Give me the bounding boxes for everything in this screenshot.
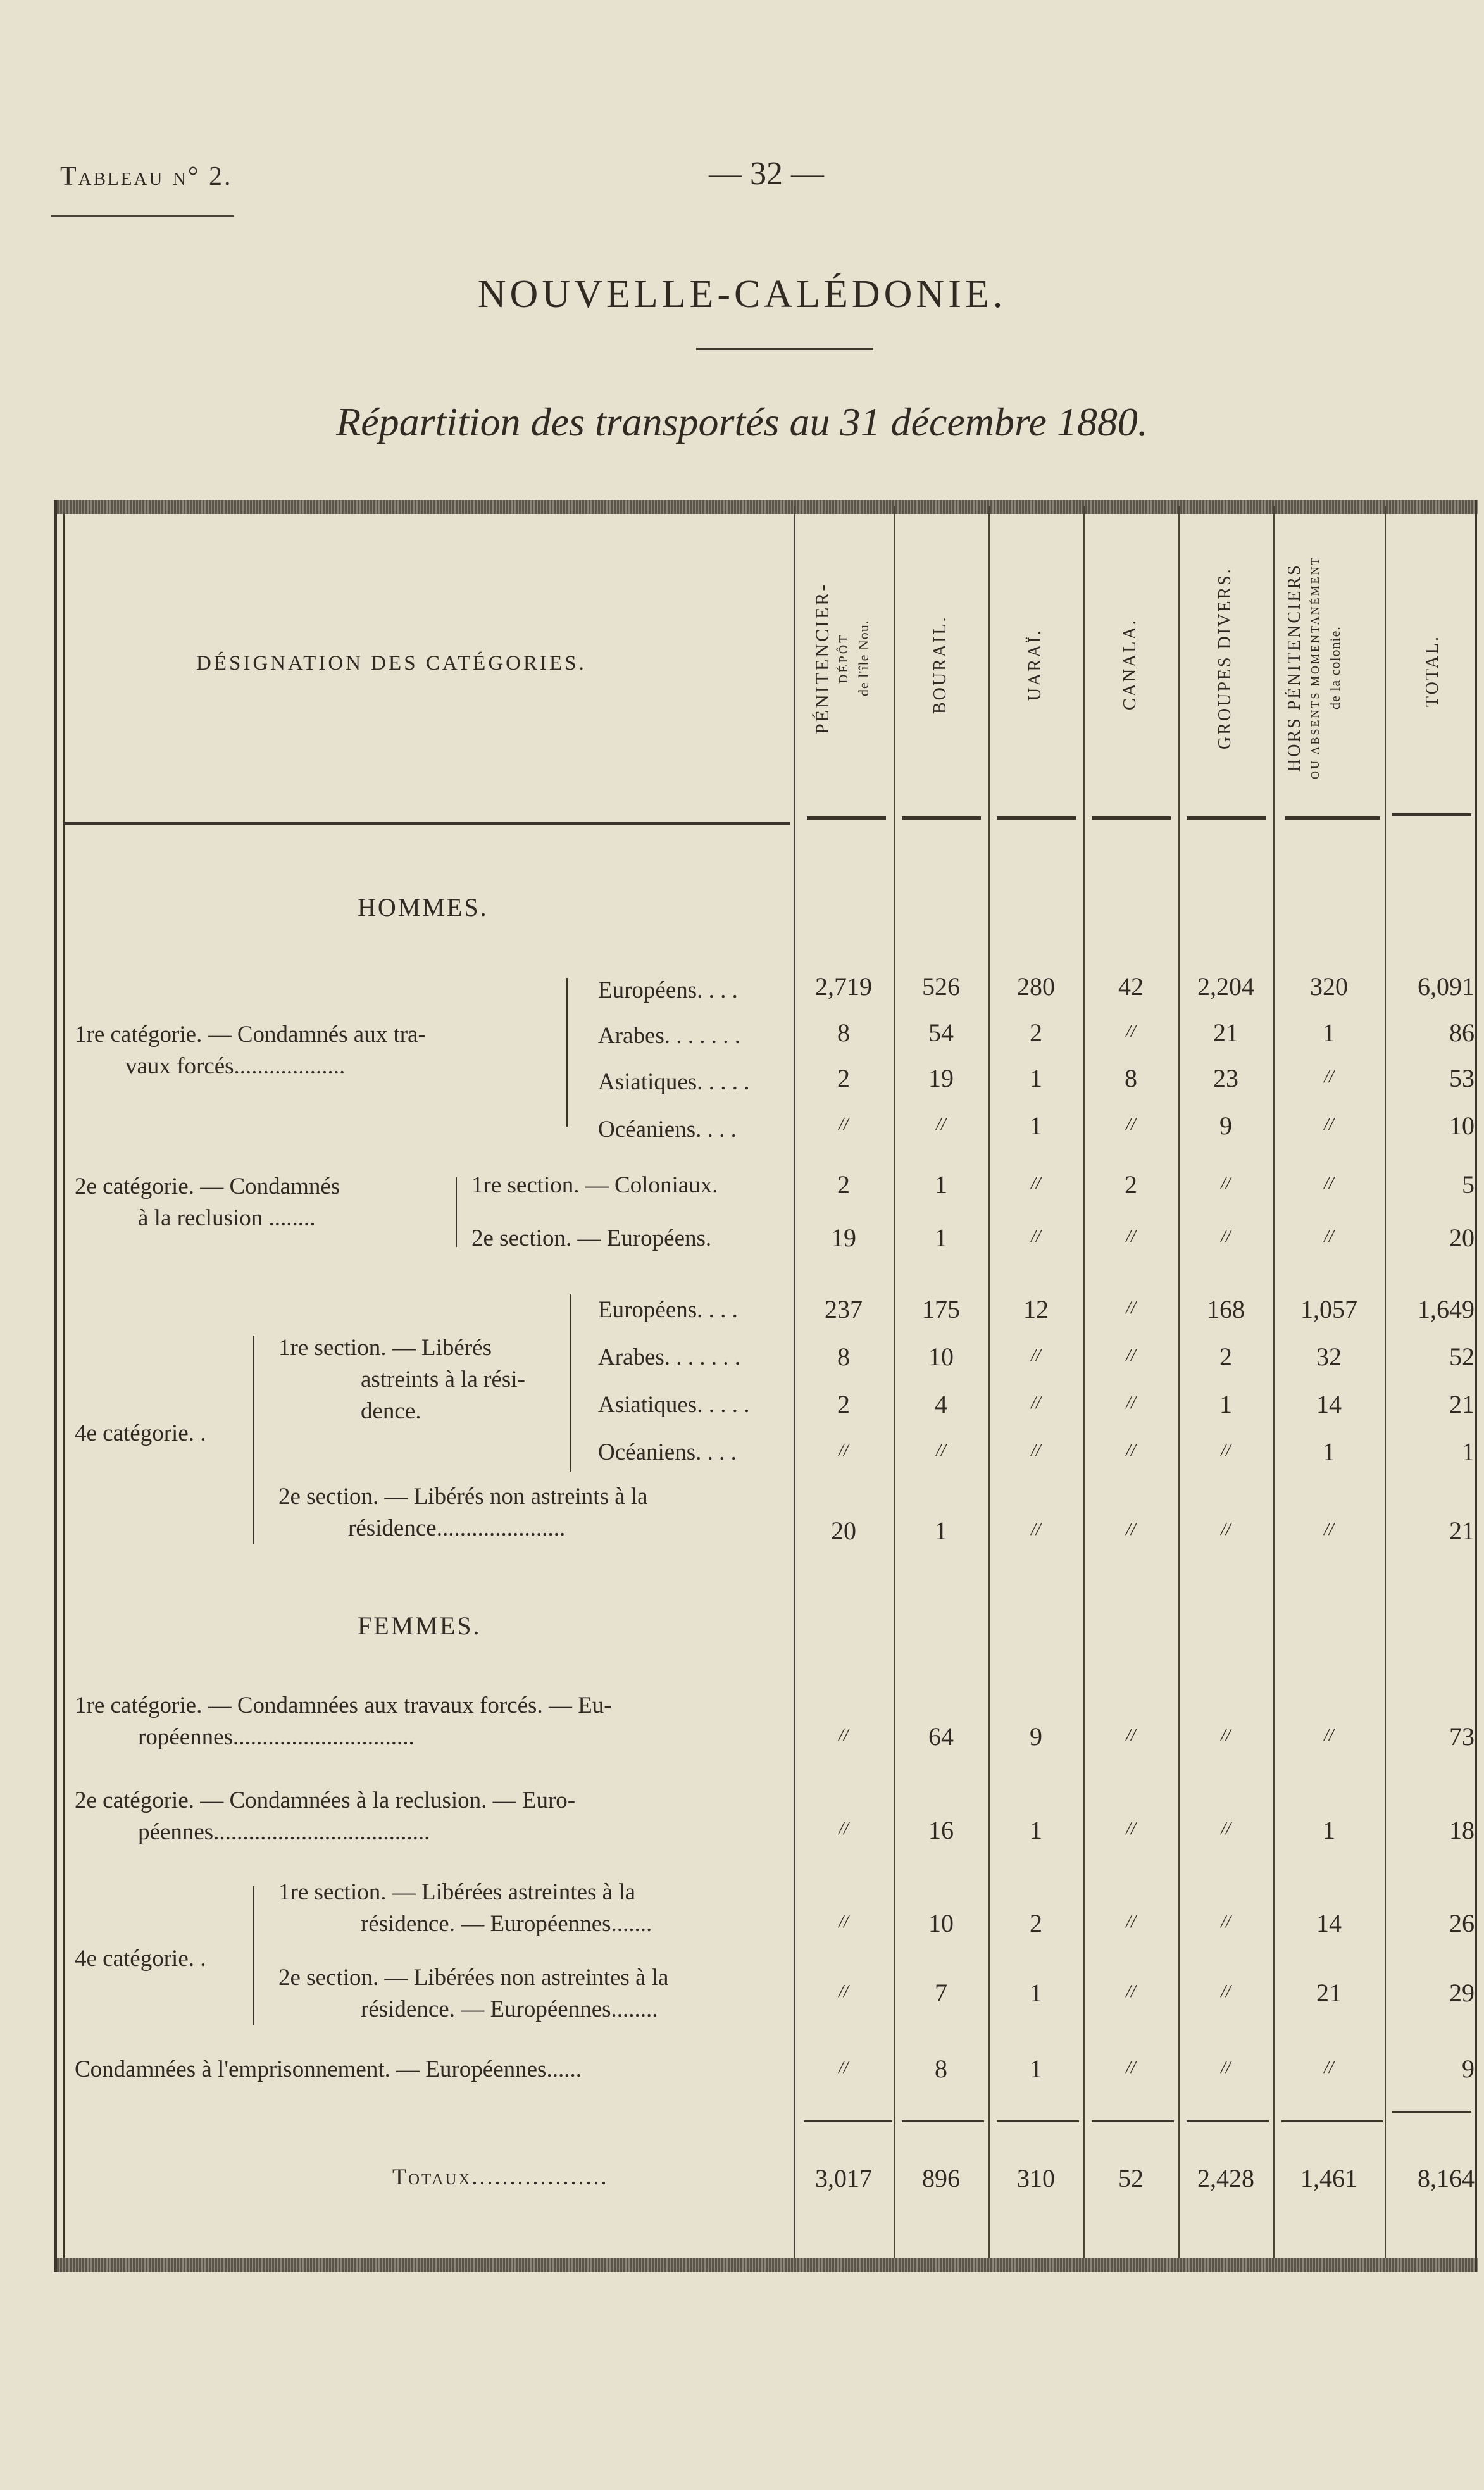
table-number: Tableau n° 2.	[60, 162, 233, 191]
table-cell: //	[1221, 2058, 1231, 2077]
col-header-groupes-divers: GROUPES DIVERS.	[1215, 567, 1235, 749]
table-cell: //	[1126, 1298, 1136, 1318]
table-cell: 2	[837, 1170, 850, 1199]
table-cell: //	[1126, 1982, 1136, 2001]
table-cell: 1	[1219, 1390, 1232, 1418]
table-cell: 32	[1316, 1342, 1342, 1371]
section-hommes: HOMMES.	[358, 893, 489, 922]
table-cell: 19	[928, 1064, 954, 1092]
table-cell: //	[936, 1115, 946, 1134]
table-cell: 16	[928, 1816, 954, 1844]
table-cell: 52	[1118, 2164, 1144, 2193]
label-oceaniens: Océaniens. . . .	[598, 1117, 737, 1142]
row-label-emprisonnement: Condamnées à l'emprisonnement. — Européennes......	[75, 2056, 582, 2082]
totals-rule	[1392, 2111, 1471, 2113]
label-arabes: Arabes. . . . . . .	[598, 1344, 741, 1370]
table-cell: //	[1221, 1173, 1231, 1193]
table-cell: 54	[928, 1018, 954, 1047]
table-cell: //	[1221, 1520, 1231, 1539]
brace	[538, 978, 568, 1127]
table-cell: 280	[1017, 972, 1055, 1001]
table-cell: //	[1031, 1346, 1041, 1365]
label-arabes: Arabes. . . . . . .	[598, 1023, 741, 1049]
table-cell: 2	[1219, 1342, 1232, 1371]
table-cell: 1	[935, 1223, 947, 1252]
table-cell: 2,204	[1197, 972, 1254, 1001]
table-cell: 9	[1219, 1111, 1232, 1140]
table-cell: 2,719	[815, 972, 872, 1001]
table-cell: 1	[1462, 1437, 1475, 1466]
table-cell: 8	[837, 1018, 850, 1047]
table-cell: //	[1126, 2058, 1136, 2077]
page-title: NOUVELLE-CALÉDONIE.	[477, 273, 1007, 316]
table-cell: 2	[837, 1064, 850, 1092]
table-cell: //	[1126, 1346, 1136, 1365]
row-label-h4-s2: 2e section. — Libérés non astreints à la résidence......................	[278, 1484, 648, 1541]
label-asiatiques: Asiatiques. . . . .	[598, 1392, 750, 1418]
table-cell: 14	[1316, 1909, 1342, 1937]
table-cell: //	[1221, 1819, 1231, 1839]
table-cell: 21	[1316, 1979, 1342, 2007]
col-separator	[794, 506, 795, 2258]
table-cell: //	[1031, 1227, 1041, 1246]
header-rule	[902, 816, 981, 820]
table-cell: 21	[1213, 1018, 1238, 1047]
table-cell: 19	[831, 1223, 856, 1252]
totals-rule	[902, 2120, 984, 2122]
col-header-bourail: BOURAIL.	[930, 615, 950, 714]
table-cell: 1	[1030, 1111, 1042, 1140]
table-cell: 20	[831, 1517, 856, 1545]
header-rule	[1092, 816, 1171, 820]
table-cell: //	[839, 1912, 849, 1932]
totals-rule	[1281, 2120, 1383, 2122]
label-europeens: Européens. . . .	[598, 1297, 738, 1323]
table-cell: //	[1126, 1725, 1136, 1745]
row-label-h1: 1re catégorie. — Condamnés aux tra- vaux forcés...................	[75, 1022, 426, 1079]
table-cell: //	[1031, 1441, 1041, 1460]
table-cell: 8,164	[1418, 2164, 1475, 2193]
col-header-uarai: UARAÏ.	[1025, 629, 1045, 701]
table-frame-bottom	[54, 2258, 1478, 2272]
table-cell: 1	[1323, 1816, 1335, 1844]
table-cell: 1	[1030, 1816, 1042, 1844]
table-cell: 2,428	[1197, 2164, 1254, 2193]
table-cell: 7	[935, 1979, 947, 2007]
table-cell: 18	[1449, 1816, 1475, 1844]
table-cell: 2	[1030, 1909, 1042, 1937]
row-label-f4-s1: 1re section. — Libérées astreintes à la résidence. — Européennes.......	[278, 1879, 652, 1937]
brace	[437, 1177, 457, 1247]
table-cell: 1	[935, 1517, 947, 1545]
table-cell: 5	[1462, 1170, 1475, 1199]
brace	[570, 1294, 571, 1472]
table-cell: 8	[1125, 1064, 1137, 1092]
table-cell: //	[1324, 1520, 1334, 1539]
header-rule	[997, 816, 1076, 820]
header-underline	[51, 215, 234, 217]
table-cell: //	[1031, 1520, 1041, 1539]
designation-header: DÉSIGNATION DES CATÉGORIES.	[196, 652, 587, 675]
table-cell: 1,649	[1418, 1295, 1475, 1323]
table-cell: 3,017	[815, 2164, 872, 2193]
table-cell: 310	[1017, 2164, 1055, 2193]
table-cell: 21	[1449, 1517, 1475, 1545]
table-cell: 14	[1316, 1390, 1342, 1418]
totals-label: Totaux..................	[392, 2164, 609, 2189]
table-cell: //	[1324, 1725, 1334, 1745]
table-cell: //	[1221, 1441, 1231, 1460]
header-rule	[807, 816, 886, 820]
table-cell: 20	[1449, 1223, 1475, 1252]
table-cell: //	[1324, 1173, 1334, 1193]
totals-rule	[1187, 2120, 1269, 2122]
table-cell: 1	[1030, 1979, 1042, 2007]
header-rule	[1285, 816, 1380, 820]
table-cell: 4	[935, 1390, 947, 1418]
table-cell: 1,057	[1300, 1295, 1357, 1323]
row-label-f4-s2: 2e section. — Libérées non astreintes à la résidence. — Européennes........	[278, 1965, 669, 2022]
row-label-f2: 2e catégorie. — Condamnées à la reclusion. — Euro- péennes.....................................	[75, 1787, 576, 1845]
header-rule	[1392, 813, 1471, 816]
table-cell: 2	[1030, 1018, 1042, 1047]
table-cell: //	[1126, 1393, 1136, 1413]
table-cell: //	[1126, 1520, 1136, 1539]
table-cell: 1	[1323, 1018, 1335, 1047]
table-cell: 52	[1449, 1342, 1475, 1371]
table-cell: //	[1126, 1115, 1136, 1134]
table-cell: 86	[1449, 1018, 1475, 1047]
col-separator	[1273, 506, 1275, 2258]
table-cell: 42	[1118, 972, 1144, 1001]
table-cell: //	[839, 2058, 849, 2077]
table-cell: 10	[1449, 1111, 1475, 1140]
table-frame-top	[54, 500, 1478, 514]
label-asiatiques: Asiatiques. . . . .	[598, 1069, 750, 1095]
row-label-f4: 4e catégorie. .	[75, 1946, 206, 1972]
table-cell: 168	[1207, 1295, 1245, 1323]
table-cell: 1	[1323, 1437, 1335, 1466]
table-cell: 237	[825, 1295, 863, 1323]
table-cell: 1,461	[1300, 2164, 1357, 2193]
totals-rule	[1092, 2120, 1174, 2122]
table-cell: //	[839, 1982, 849, 2001]
row-label-h4-s1: 1re section. — Libérés astreints à la rési- dence.	[278, 1335, 525, 1424]
table-frame-left	[54, 500, 57, 2272]
table-cell: //	[936, 1441, 946, 1460]
table-cell: 8	[935, 2055, 947, 2083]
table-frame-left-inner	[63, 514, 65, 2258]
table-frame-right	[1475, 500, 1477, 2272]
table-cell: 320	[1310, 972, 1348, 1001]
page-subtitle: Répartition des transportés au 31 décembre 1880.	[336, 399, 1148, 444]
label-oceaniens: Océaniens. . . .	[598, 1439, 737, 1465]
header-rule	[63, 822, 790, 825]
table-cell: 526	[922, 972, 960, 1001]
table-cell: 896	[922, 2164, 960, 2193]
table-cell: 53	[1449, 1064, 1475, 1092]
brace	[253, 1336, 254, 1544]
table-cell: 9	[1462, 2055, 1475, 2083]
col-header-ile-nou: PÉNITENCIER- DÉPÔT de l'île Nou.	[812, 582, 871, 734]
table-cell: 2	[837, 1390, 850, 1418]
table-cell: //	[1031, 1393, 1041, 1413]
totals-rule	[804, 2120, 892, 2122]
table-cell: //	[1324, 1115, 1334, 1134]
table-cell: 1	[935, 1170, 947, 1199]
table-cell: 26	[1449, 1909, 1475, 1937]
table-cell: 29	[1449, 1979, 1475, 2007]
table-cell: //	[1126, 1819, 1136, 1839]
table-cell: 175	[922, 1295, 960, 1323]
table-cell: 23	[1213, 1064, 1238, 1092]
table-cell: //	[1126, 1227, 1136, 1246]
table-cell: 64	[928, 1722, 954, 1751]
label-h2-section1: 1re section. — Coloniaux.	[471, 1172, 718, 1198]
table-cell: //	[839, 1819, 849, 1839]
table-cell: 6,091	[1418, 972, 1475, 1001]
table-cell: //	[1221, 1982, 1231, 2001]
row-label-h4: 4e catégorie. .	[75, 1420, 206, 1446]
table-cell: 73	[1449, 1722, 1475, 1751]
table-cell: //	[1031, 1173, 1041, 1193]
section-femmes: FEMMES.	[358, 1611, 482, 1640]
table-cell: 2	[1125, 1170, 1137, 1199]
table-cell: 1	[1030, 1064, 1042, 1092]
table-cell: 21	[1449, 1390, 1475, 1418]
table-cell: //	[1324, 1227, 1334, 1246]
table-cell: //	[839, 1441, 849, 1460]
table-cell: 10	[928, 1342, 954, 1371]
table-cell: 12	[1023, 1295, 1049, 1323]
table-cell: //	[1221, 1725, 1231, 1745]
table-cell: //	[1221, 1227, 1231, 1246]
table-cell: //	[1126, 1022, 1136, 1041]
row-label-f1: 1re catégorie. — Condamnées aux travaux forcés. — Eu- ropéennes...............................	[75, 1692, 612, 1750]
table-cell: //	[1126, 1912, 1136, 1932]
table-cell: //	[1324, 2058, 1334, 2077]
totals-rule	[997, 2120, 1079, 2122]
table-cell: //	[1324, 1067, 1334, 1087]
table-cell: 8	[837, 1342, 850, 1371]
col-header-hors-penitenciers: HORS PÉNITENCIERS OU ABSENTS MOMENTANÉMENT de la colonie.	[1285, 556, 1343, 780]
header-rule	[1187, 816, 1266, 820]
table-cell: //	[1126, 1441, 1136, 1460]
table-cell: 9	[1030, 1722, 1042, 1751]
col-header-total: TOTAL.	[1423, 635, 1442, 708]
table-cell: 10	[928, 1909, 954, 1937]
table-cell: 1	[1030, 2055, 1042, 2083]
label-europeens: Européens. . . .	[598, 977, 738, 1003]
table-cell: //	[1221, 1912, 1231, 1932]
page-number: — 32 —	[709, 156, 824, 192]
row-label-h2: 2e catégorie. — Condamnés à la reclusion ........	[75, 1173, 340, 1231]
table-cell: //	[839, 1115, 849, 1134]
col-header-canala: CANALA.	[1120, 618, 1140, 711]
label-h2-section2: 2e section. — Européens.	[471, 1225, 712, 1251]
brace	[253, 1886, 254, 2025]
table-cell: //	[839, 1725, 849, 1745]
title-rule	[696, 348, 873, 350]
